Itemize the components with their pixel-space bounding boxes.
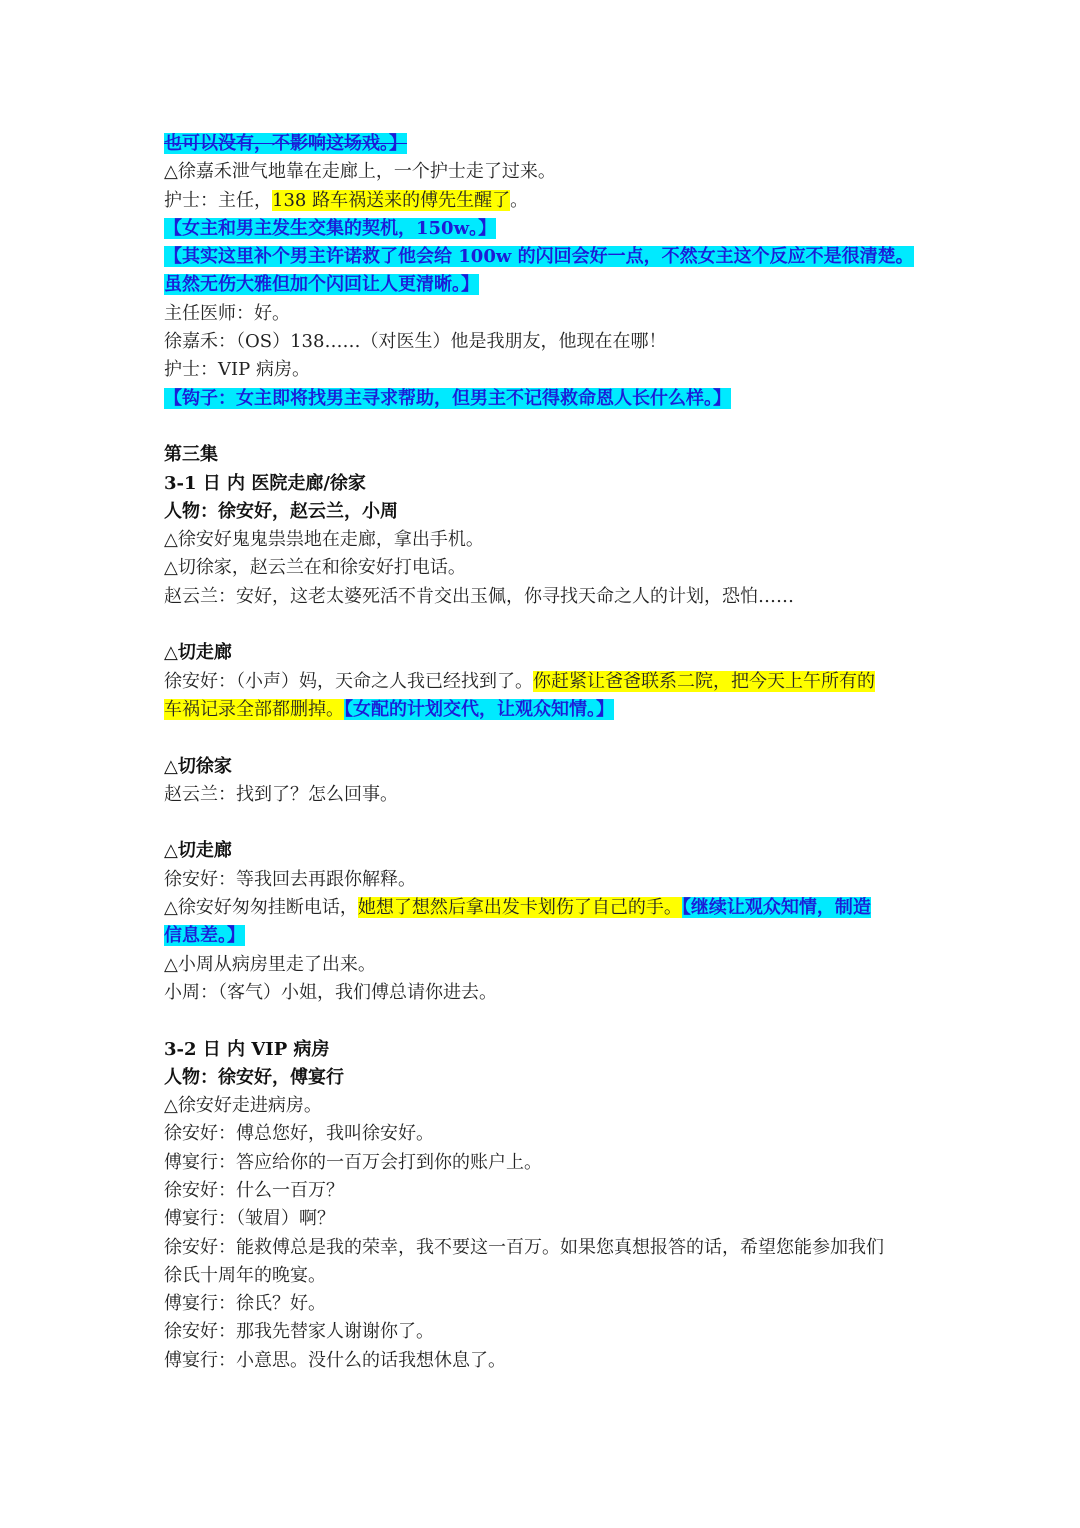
blank-line — [164, 1007, 944, 1035]
annotation-text: 【继续让观众知情，制造 — [681, 897, 871, 919]
line-text: △切徐家 — [164, 755, 232, 777]
script-line — [164, 837, 944, 865]
line-text: 3-2 日 内 VIP 病房 — [164, 1038, 330, 1060]
script-line — [164, 243, 944, 271]
line-text: △切徐家，赵云兰在和徐安好打电话。 — [164, 557, 466, 579]
annotation-text: 也可以没有，不影响这场戏。】 — [164, 133, 407, 154]
script-line — [164, 385, 944, 413]
highlighted-text: 她想了想然后拿出发卡划伤了自己的手。 — [357, 897, 682, 919]
script-line — [164, 526, 944, 554]
blank-line — [164, 413, 944, 441]
line-text: 护士：VIP 病房。 — [164, 359, 310, 381]
script-line — [164, 1262, 944, 1290]
script-document — [164, 130, 944, 1375]
line-text: 赵云兰：找到了？怎么回事。 — [164, 783, 398, 805]
script-line — [164, 1036, 944, 1064]
script-line — [164, 300, 944, 328]
script-line — [164, 583, 944, 611]
script-line — [164, 753, 944, 781]
script-line — [164, 1234, 944, 1262]
script-line — [164, 1064, 944, 1092]
annotation-text: 【女配的计划交代，让观众知情。】 — [344, 698, 614, 720]
line-text: 傅宴行：徐氏？好。 — [164, 1293, 326, 1315]
line-text: 徐氏十周年的晚宴。 — [164, 1264, 326, 1286]
blank-line — [164, 611, 944, 639]
line-text: 徐安好：傅总您好，我叫徐安好。 — [164, 1123, 434, 1145]
script-line — [164, 271, 944, 299]
annotation-text: 虽然无伤大雅但加个闪回让人更清晰。】 — [164, 274, 479, 296]
line-text: 3-1 日 内 医院走廊/徐家 — [164, 472, 366, 494]
script-line — [164, 668, 944, 696]
script-line — [164, 1177, 944, 1205]
line-text: △徐安好匆匆挂断电话， — [164, 897, 358, 919]
highlighted-text: 你赶紧让爸爸联系二院，把今天上午所有的 — [533, 670, 875, 692]
line-text: 徐安好：等我回去再跟你解释。 — [164, 868, 416, 890]
script-line — [164, 922, 944, 950]
line-text: 傅宴行：（皱眉）啊？ — [164, 1208, 335, 1230]
annotation-text: 【钩子：女主即将找男主寻求帮助，但男主不记得救命恩人长什么样。】 — [164, 387, 731, 409]
script-line — [164, 1290, 944, 1318]
line-text: 。 — [510, 189, 529, 211]
script-line — [164, 328, 944, 356]
highlighted-text: 138 路车祸送来的傅先生醒了 — [272, 189, 511, 211]
script-line — [164, 498, 944, 526]
line-text: 主任医师：好。 — [164, 302, 290, 324]
script-line — [164, 951, 944, 979]
script-line — [164, 158, 944, 186]
line-text: 傅宴行：小意思。没什么的话我想休息了。 — [164, 1349, 506, 1371]
script-line — [164, 554, 944, 582]
script-line — [164, 639, 944, 667]
annotation-text: 【其实这里补个男主许诺救了他会给 100w 的闪回会好一点，不然女主这个反应不是很清楚。 — [164, 246, 914, 268]
script-line — [164, 215, 944, 243]
line-text: 徐嘉禾：（OS）138……（对医生）他是我朋友，他现在在哪！ — [164, 331, 667, 353]
line-text: △徐嘉禾泄气地靠在走廊上，一个护士走了过来。 — [164, 161, 556, 183]
script-line — [164, 470, 944, 498]
script-line — [164, 441, 944, 469]
script-line — [164, 1347, 944, 1375]
script-line — [164, 979, 944, 1007]
script-line — [164, 781, 944, 809]
script-line — [164, 1149, 944, 1177]
line-text: 徐安好：（小声）妈，天命之人我已经找到了。 — [164, 670, 533, 692]
line-text: 第三集 — [164, 444, 218, 466]
line-text: 徐安好：能救傅总是我的荣幸，我不要这一百万。如果您真想报答的话，希望您能参加我们 — [164, 1236, 884, 1258]
annotation-text: 信息差。】 — [164, 925, 245, 947]
line-text: 人物：徐安好，傅宴行 — [164, 1066, 344, 1088]
annotation-text: 【女主和男主发生交集的契机，150w。】 — [164, 217, 497, 239]
line-text: △切走廊 — [164, 840, 232, 862]
script-line — [164, 187, 944, 215]
blank-line — [164, 724, 944, 752]
script-line — [164, 696, 944, 724]
line-text: 人物：徐安好，赵云兰，小周 — [164, 500, 398, 522]
line-text: △徐安好鬼鬼祟祟地在走廊，拿出手机。 — [164, 529, 484, 551]
line-text: 赵云兰：安好，这老太婆死活不肯交出玉佩，你寻找天命之人的计划，恐怕…… — [164, 585, 794, 607]
line-text: 小周：（客气）小姐，我们傅总请你进去。 — [164, 981, 497, 1003]
line-text: △徐安好走进病房。 — [164, 1095, 322, 1117]
script-line — [164, 130, 944, 158]
line-text: 护士：主任， — [164, 189, 272, 211]
script-line — [164, 1205, 944, 1233]
line-text: 傅宴行：答应给你的一百万会打到你的账户上。 — [164, 1151, 542, 1173]
highlighted-text: 车祸记录全部都删掉。 — [164, 698, 344, 720]
script-line — [164, 866, 944, 894]
line-text: 徐安好：那我先替家人谢谢你了。 — [164, 1321, 434, 1343]
script-line — [164, 356, 944, 384]
script-line — [164, 1318, 944, 1346]
blank-line — [164, 809, 944, 837]
line-text: △小周从病房里走了出来。 — [164, 953, 376, 975]
script-line — [164, 894, 944, 922]
script-line — [164, 1120, 944, 1148]
script-line — [164, 1092, 944, 1120]
line-text: △切走廊 — [164, 642, 232, 664]
line-text: 徐安好：什么一百万？ — [164, 1179, 344, 1201]
